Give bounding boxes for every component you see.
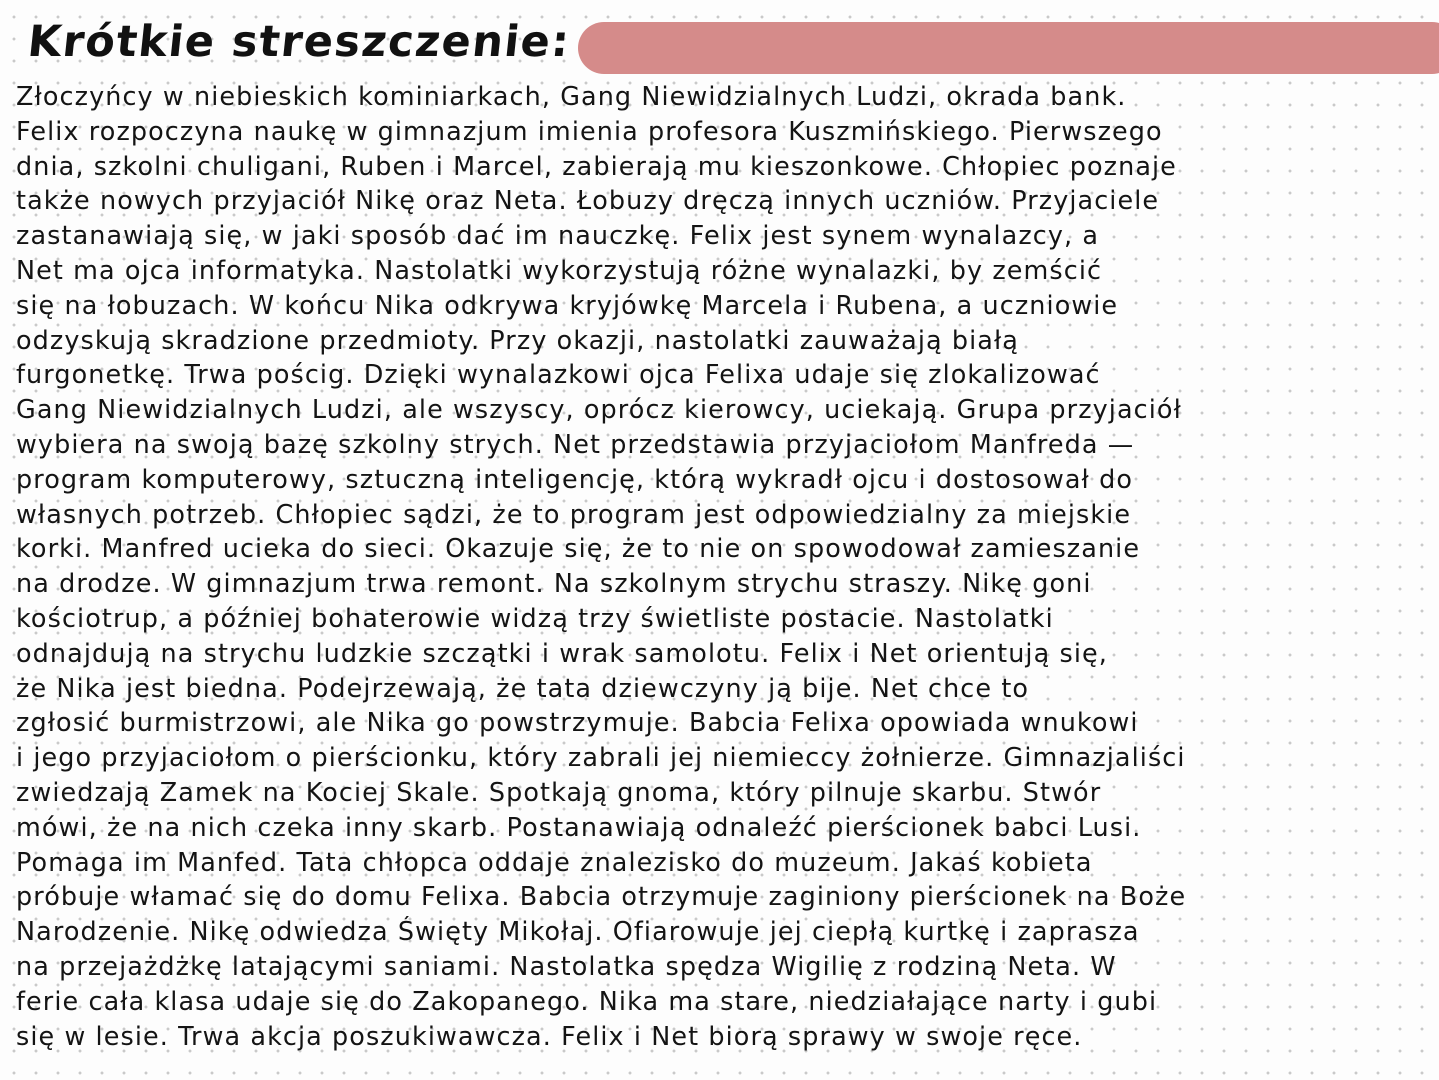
summary-line: Narodzenie. Nikę odwiedza Święty Mikołaj. Ofiarowuje jej ciepłą kurtkę i zaprasza bbox=[16, 917, 1140, 948]
summary-line: zgłosić burmistrzowi, ale Nika go powstrzymuje. Babcia Felixa opowiada wnukowi bbox=[16, 708, 1139, 739]
summary-line: program komputerowy, sztuczną inteligencję, którą wykradł ojcu i dostosował do bbox=[16, 464, 1133, 495]
summary-line: odzyskują skradzione przedmioty. Przy okazji, nastolatki zauważają białą bbox=[16, 325, 1019, 356]
summary-line: Net ma ojca informatyka. Nastolatki wykorzystują różne wynalazki, by zemścić bbox=[16, 255, 1103, 286]
summary-line: korki. Manfred ucieka do sieci. Okazuje się, że to nie on spowodował zamieszanie bbox=[16, 534, 1141, 565]
summary-line: Złoczyńcy w niebieskich kominiarkach, Gang Niewidzialnych Ludzi, okrada bank. bbox=[16, 82, 1127, 112]
summary-line: własnych potrzeb. Chłopiec sądzi, że to program jest odpowiedzialny za miejskie bbox=[16, 499, 1132, 530]
summary-line: się na łobuzach. W końcu Nika odkrywa kryjówkę Marcela i Rubena, a uczniowie bbox=[16, 290, 1119, 321]
summary-line: wybiera na swoją bazę szkolny strych. Net przedstawia przyjaciołom Manfreda — bbox=[16, 429, 1135, 460]
title-highlight-bar bbox=[578, 22, 1439, 74]
summary-line: że Nika jest biedna. Podejrzewają, że tata dziewczyny ją bije. Net chce to bbox=[16, 673, 1030, 704]
summary-line: Felix rozpoczyna naukę w gimnazjum imienia profesora Kuszmińskiego. Pierwszego bbox=[16, 116, 1163, 147]
summary-line: furgonetkę. Trwa pościg. Dzięki wynalazkowi ojca Felixa udaje się zlokalizować bbox=[16, 360, 1101, 391]
summary-line: dnia, szkolni chuligani, Ruben i Marcel, zabierają mu kieszonkowe. Chłopiec poznaje bbox=[16, 151, 1177, 182]
summary-line: na przejażdżkę latającymi saniami. Nastolatka spędza Wigilię z rodziną Neta. W bbox=[16, 951, 1117, 982]
summary-line: odnajdują na strychu ludzkie szczątki i wrak samolotu. Felix i Net orientują się, bbox=[16, 638, 1108, 669]
summary-line: na drodze. W gimnazjum trwa remont. Na szkolnym strychu straszy. Nikę goni bbox=[16, 569, 1092, 600]
summary-line: Gang Niewidzialnych Ludzi, ale wszyscy, oprócz kierowcy, uciekają. Grupa przyjaciół bbox=[16, 395, 1182, 426]
summary-line: zwiedzają Zamek na Kociej Skale. Spotkają gnoma, który pilnuje skarbu. Stwór bbox=[16, 777, 1102, 808]
page-title: Krótkie streszczenie: bbox=[25, 17, 573, 67]
summary-line: kościotrup, a później bohaterowie widzą trzy świetliste postacie. Nastolatki bbox=[16, 603, 1054, 634]
summary-line: się w lesie. Trwa akcja poszukiwawcza. Felix i Net biorą sprawy w swoje ręce. bbox=[16, 1021, 1083, 1052]
summary-line: Pomaga im Manfed. Tata chłopca oddaje znalezisko do muzeum. Jakaś kobieta bbox=[16, 847, 1093, 878]
header bbox=[0, 0, 1439, 80]
summary-line: także nowych przyjaciół Nikę oraz Neta. Łobuzy dręczą innych uczniów. Przyjaciele bbox=[16, 186, 1160, 217]
summary-line: próbuje włamać się do domu Felixa. Babcia otrzymuje zaginiony pierścionek na Boże bbox=[16, 882, 1187, 913]
summary-line: zastanawiają się, w jaki sposób dać im nauczkę. Felix jest synem wynalazcy, a bbox=[16, 221, 1100, 252]
summary-text bbox=[16, 80, 1416, 1054]
summary-line: mówi, że na nich czeka inny skarb. Postanawiają odnaleźć pierścionek babci Lusi. bbox=[16, 812, 1142, 843]
summary-line: i jego przyjaciołom o pierścionku, który zabrali jej niemieccy żołnierze. Gimnazjaliści bbox=[16, 743, 1186, 774]
summary-line: ferie cała klasa udaje się do Zakopanego. Nika ma stare, niedziałające narty i gubi bbox=[16, 986, 1158, 1017]
